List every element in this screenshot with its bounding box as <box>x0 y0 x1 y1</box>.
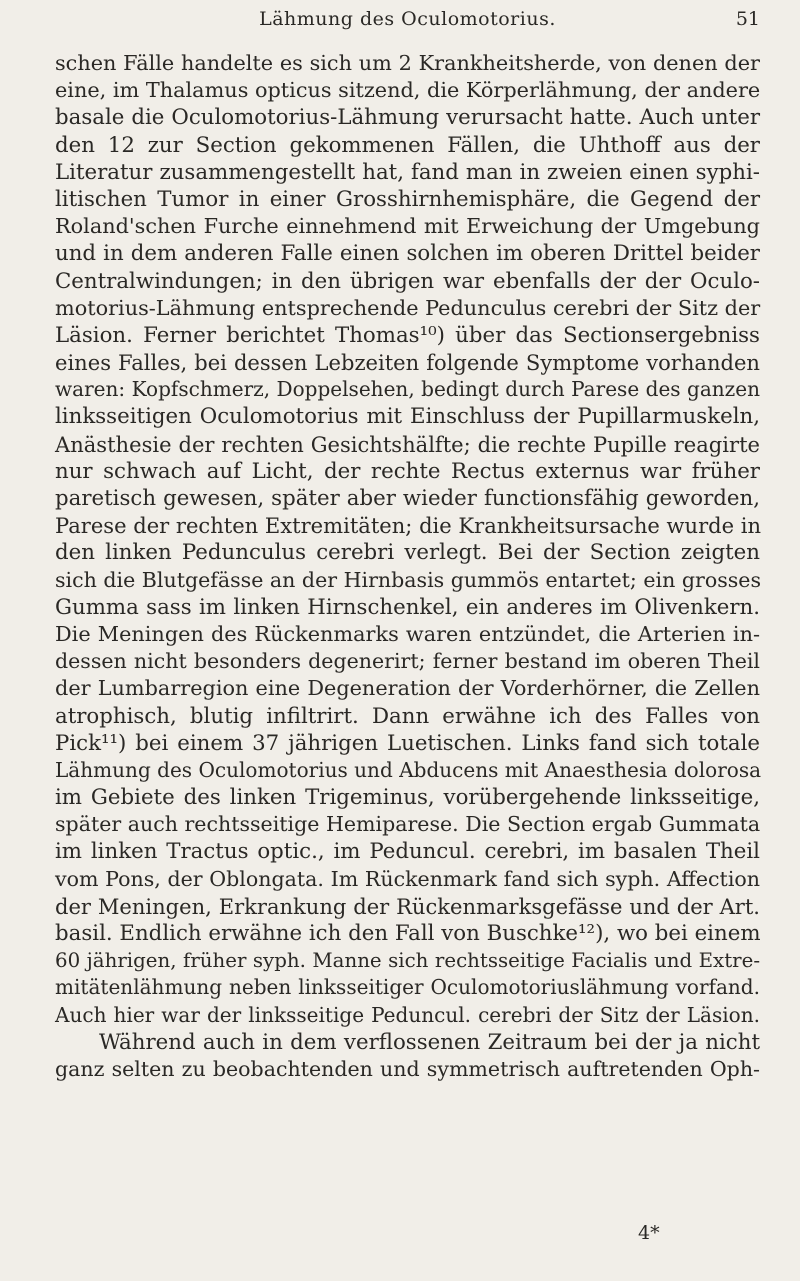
text-line-29: später auch rechtsseitige Hemiparese. Die Section ergab Gummata <box>55 812 761 837</box>
text-line-25: atrophisch, blutig infiltrirt. Dann erwähne ich des Falles von <box>55 703 760 729</box>
text-line-17: paretisch gewesen, später aber wieder functionsfähig geworden, <box>55 486 760 511</box>
text-line-33: basil. Endlich erwähne ich den Fall von Buschke¹²), wo bei einem <box>55 921 761 946</box>
signature-mark: 4* <box>638 1222 660 1244</box>
text-line-19: den linken Pedunculus cerebri verlegt. Bei der Section zeigten <box>55 540 760 566</box>
running-title: Lähmung des Oculomotorius. <box>259 8 556 30</box>
text-line-1: schen Fälle handelte es sich um 2 Krankheitsherde, von denen der <box>55 51 760 75</box>
text-line-12: eines Falles, bei dessen Lebzeiten folgende Symptome vorhanden <box>55 350 760 376</box>
text-line-23: dessen nicht besonders degenerirt; ferner bestand im oberen Theil <box>55 649 760 674</box>
text-line-36: Auch hier war der linksseitige Peduncul. cerebri der Sitz der Läsion. <box>55 1002 760 1027</box>
text-line-11: Läsion. Ferner berichtet Thomas¹⁰) über das Sectionsergebniss <box>55 322 760 348</box>
text-line-20: sich die Blutgefässe an der Hirnbasis gummös entartet; ein grosses <box>55 567 762 592</box>
text-line-32: der Meningen, Erkrankung der Rückenmarksgefässe und der Art. <box>55 893 760 919</box>
text-line-31: vom Pons, der Oblongata. Im Rückenmark fand sich syph. Affection <box>55 866 760 891</box>
text-line-4: den 12 zur Section gekommenen Fällen, die Uhthoff aus der <box>55 132 760 158</box>
text-line-16: nur schwach auf Licht, der rechte Rectus externus war früher <box>55 458 760 484</box>
page-header <box>55 8 760 36</box>
text-line-30: im linken Tractus optic., im Peduncul. cerebri, im basalen Theil <box>55 839 760 865</box>
page-number: 51 <box>735 8 760 30</box>
text-line-14: linksseitigen Oculomotorius mit Einschluss der Pupillarmuskeln, <box>55 404 760 430</box>
text-line-26: Pick¹¹) bei einem 37 jährigen Luetischen. Links fand sich totale <box>55 730 760 756</box>
text-line-9: Centralwindungen; in den übrigen war ebenfalls der der Oculo- <box>55 268 760 294</box>
text-line-18: Parese der rechten Extremitäten; die Krankheitsursache wurde in <box>55 513 762 539</box>
text-line-7: Roland'schen Furche einnehmend mit Erweichung der Umgebung <box>55 214 760 239</box>
text-line-15: Anästhesie der rechten Gesichtshälfte; die rechte Pupille reagirte <box>55 431 760 457</box>
text-line-8: und in dem anderen Falle einen solchen im oberen Drittel beider <box>55 241 760 267</box>
text-line-5: Literatur zusammengestellt hat, fand man in zweien einen syphi- <box>55 159 760 185</box>
text-line-13: waren: Kopfschmerz, Doppelsehen, bedingt durch Parese des ganzen <box>55 377 760 402</box>
text-line-2: eine, im Thalamus opticus sitzend, die Körperlähmung, der andere <box>55 78 761 103</box>
text-line-35: mitätenlähmung neben linksseitiger Oculomotoriuslähmung vorfand. <box>55 975 760 1000</box>
text-line-21: Gumma sass im linken Hirnschenkel, ein anderes im Olivenkern. <box>55 594 760 620</box>
text-line-22: Die Meningen des Rückenmarks waren entzündet, die Arterien in- <box>55 621 760 646</box>
text-line-27: Lähmung des Oculomotorius und Abducens mit Anaesthesia dolorosa <box>55 757 762 782</box>
text-line-38: ganz selten zu beobachtenden und symmetrisch auftretenden Oph- <box>55 1056 760 1081</box>
body-text <box>55 50 760 1083</box>
text-line-28: im Gebiete des linken Trigeminus, vorübergehende linksseitige, <box>55 785 760 811</box>
text-line-6: litischen Tumor in einer Grosshirnhemisphäre, die Gegend der <box>55 186 760 212</box>
text-line-10: motorius-Lähmung entsprechende Pedunculus cerebri der Sitz der <box>55 295 761 320</box>
text-line-24: der Lumbarregion eine Degeneration der Vorderhörner, die Zellen <box>55 676 760 701</box>
text-line-34: 60 jährigen, früher syph. Manne sich rechtsseitige Facialis und Extre- <box>55 949 760 973</box>
text-line-37: Während auch in dem verflossenen Zeitraum bei der ja nicht <box>99 1029 760 1055</box>
text-line-3: basale die Oculomotorius-Lähmung verursacht hatte. Auch unter <box>55 105 760 131</box>
